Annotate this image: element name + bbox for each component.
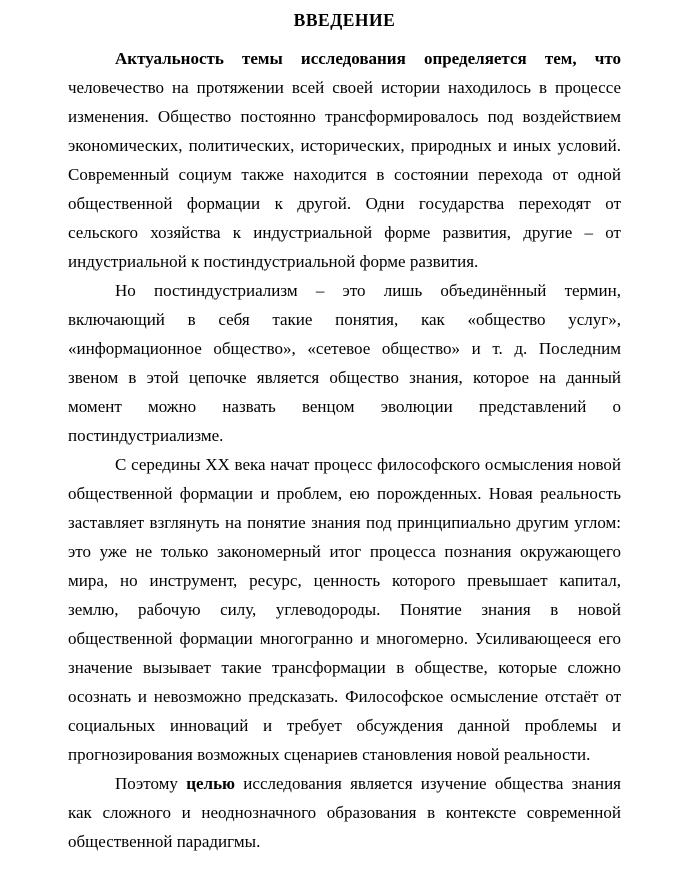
paragraph	[68, 769, 621, 856]
paragraph-bold-lead: Актуальность темы исследования определяется тем, что	[115, 49, 621, 68]
paragraph-text: Поэтому	[115, 774, 187, 793]
paragraph-text: Но постиндустриализм – это лишь объединённый термин, включающий в себя такие понятия, как «общество услуг», «информационное общество», «сетевое общество» и т. д. Последним звеном в этой цепочке является общество знания, которое на данный момент можно назвать венцом эволюции представлений о постиндустриализме.	[68, 281, 621, 445]
page-title: ВВЕДЕНИЕ	[293, 10, 396, 30]
paragraph-text: С середины XX века начат процесс философского осмысления новой общественной формации и проблем, ею порожденных. Новая реальность заставляет взглянуть на понятие знания под принципиально другим углом: это уже не только закономерный итог процесса познания окружающего мира, но инструмент, ресурс, ценность которого превышает капитал, землю, рабочую силу, углеводороды. Понятие знания в новой общественной формации многогранно и многомерно. Усиливающееся его значение вызывает такие трансформации в обществе, которые сложно осознать и невозможно предсказать. Философское осмысление отстаёт от социальных инноваций и требует обсуждения данной проблемы и прогнозирования возможных сценариев становления новой реальности.	[68, 455, 621, 764]
paragraph	[68, 276, 621, 450]
paragraph	[68, 450, 621, 769]
paragraph	[68, 44, 621, 276]
paragraph-bold-word: целью	[186, 774, 236, 793]
paragraph-text: человечество на протяжении всей своей истории находилось в процессе изменения. Общество постоянно трансформировалось под воздействием экономических, политических, исторических, природных и иных условий. Современный социум также находится в состоянии перехода от одной общественной формации к другой. Одни государства переходят от сельского хозяйства к индустриальной форме развития, другие – от индустриальной к постиндустриальной форме развития.	[68, 78, 621, 271]
paragraph-text: исследования является изучение общества знания как сложного и неоднозначного образования в контексте современной общественной парадигмы.	[68, 774, 621, 851]
